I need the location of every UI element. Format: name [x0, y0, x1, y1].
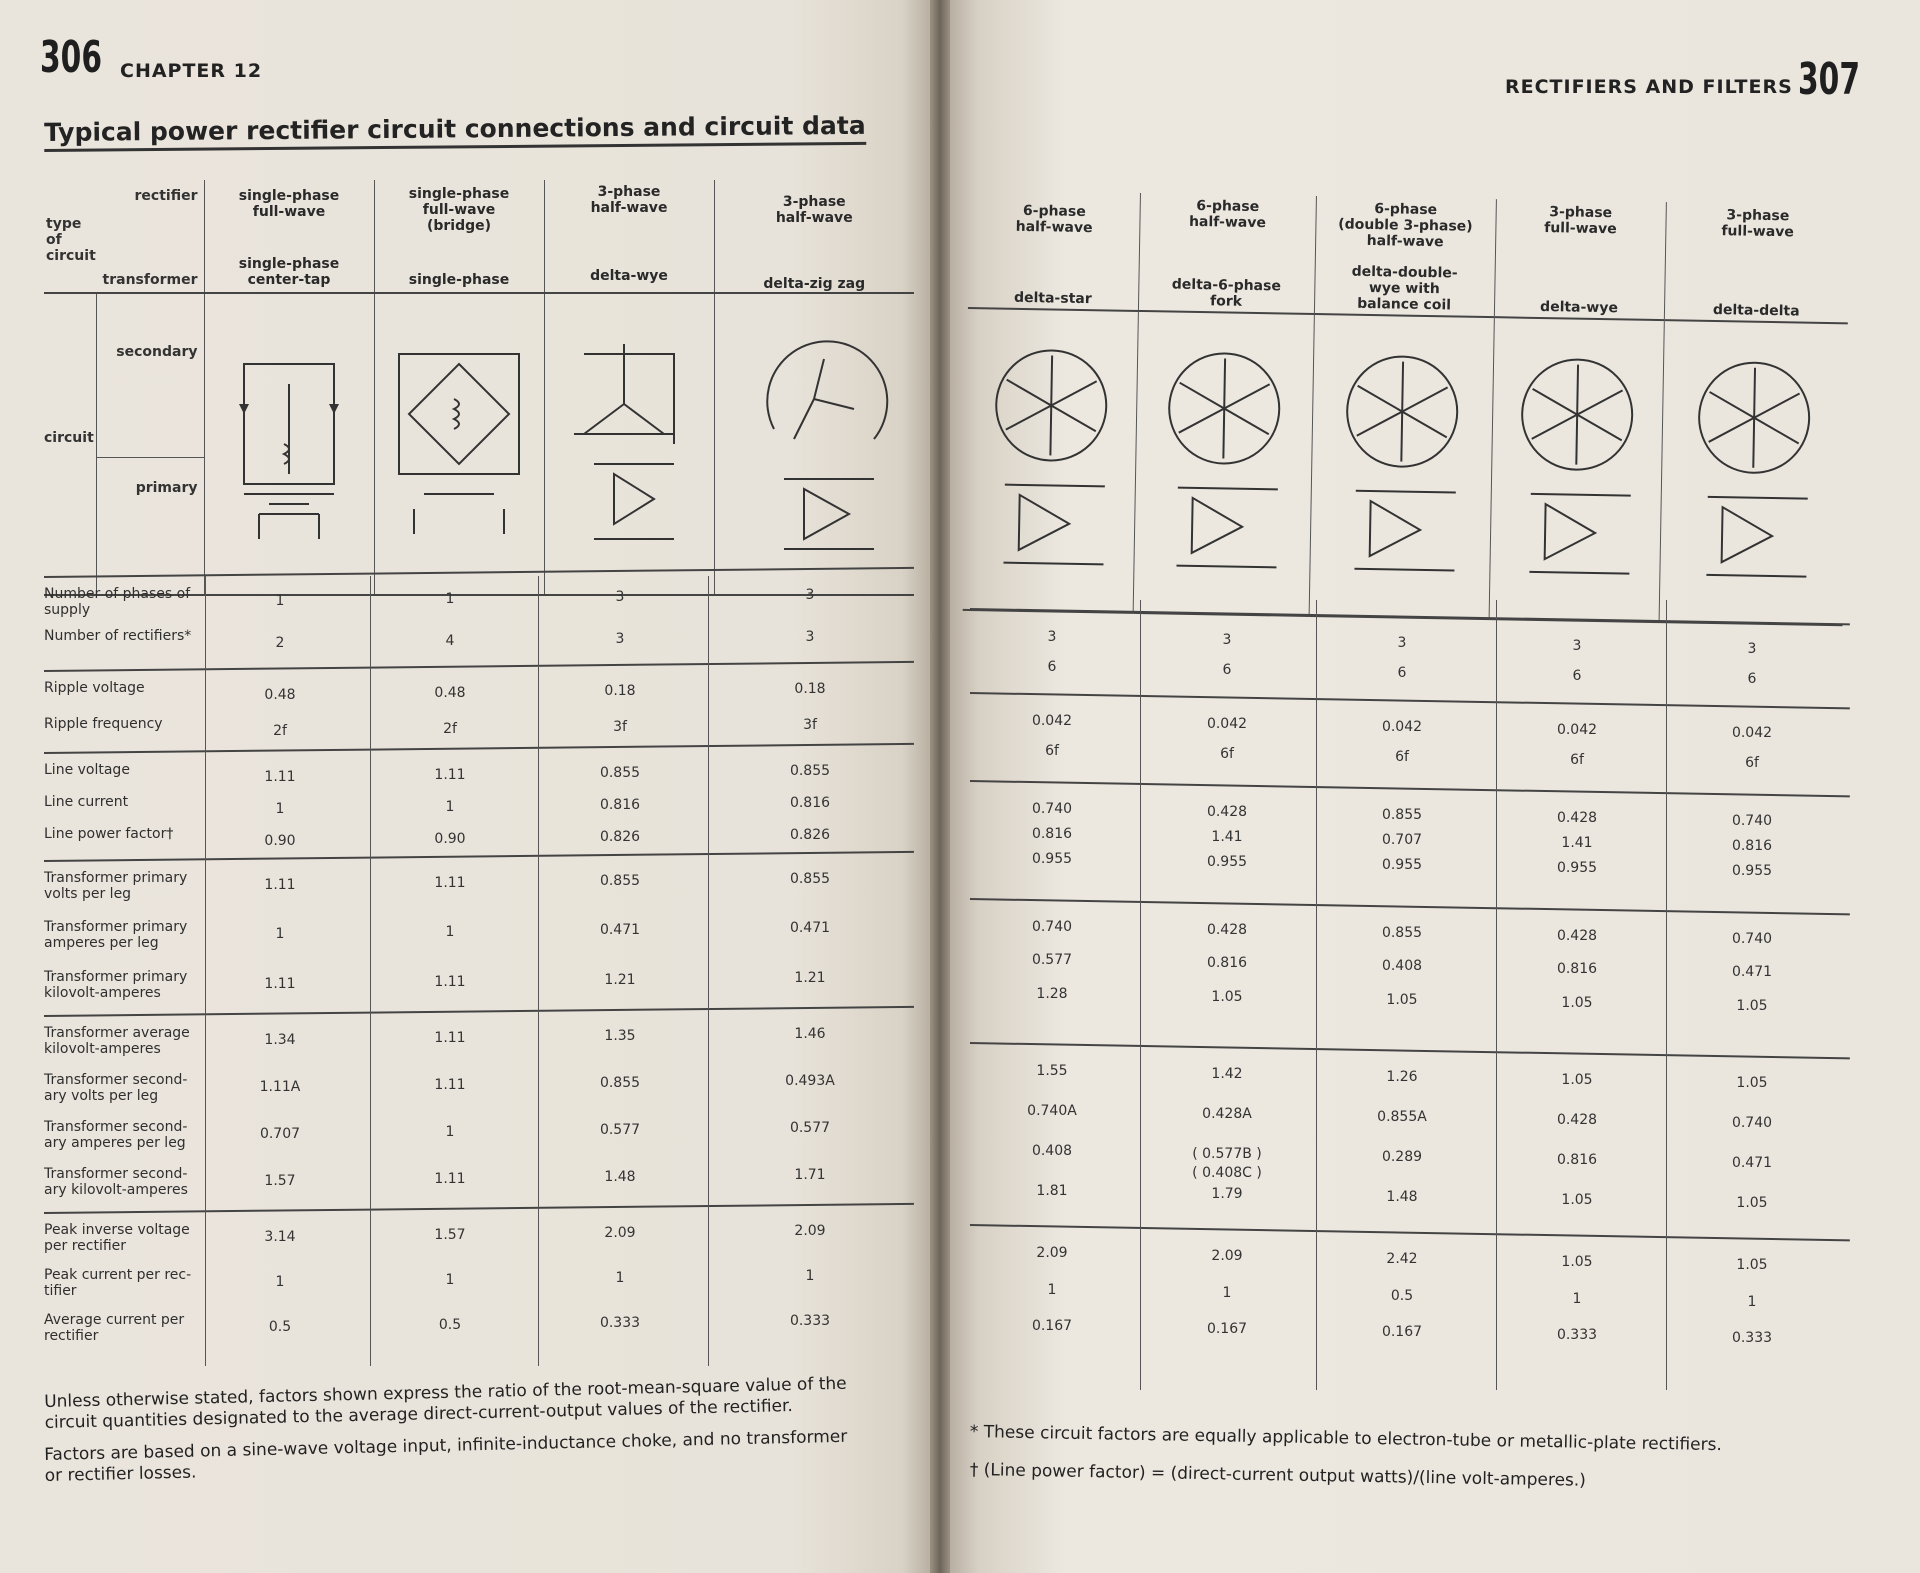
- cell-value: 1.11: [434, 973, 466, 990]
- cell-value: 1: [1572, 1290, 1582, 1307]
- row-group-divider: [970, 780, 1850, 797]
- cell-value: 1.55: [1036, 1063, 1068, 1079]
- cell-value: 1.05: [1386, 991, 1418, 1008]
- cell-value: 2.09: [604, 1225, 636, 1241]
- cell-value: 1.21: [794, 969, 826, 986]
- right-header-row: [968, 190, 1850, 323]
- cell-value: 0.707: [259, 1126, 301, 1142]
- circuit-diagram: [1681, 347, 1825, 599]
- cell-value: 1: [275, 801, 285, 817]
- circuit-diagram-cell: [1659, 320, 1848, 625]
- cell-value: 1: [445, 924, 455, 941]
- page-number-left: 306: [40, 32, 102, 83]
- circuit-diagram-cell: [714, 293, 914, 595]
- right-circuit-row: [963, 308, 1848, 625]
- rectifier-type: 3-phase half-wave: [590, 184, 668, 216]
- cell-value: 0.471: [1731, 964, 1773, 981]
- cell-value: 3f: [613, 719, 627, 735]
- cell-value: 1.57: [434, 1227, 466, 1243]
- cell-value: 0.167: [1381, 1324, 1423, 1341]
- cell-value: 0.408: [1381, 958, 1423, 975]
- left-data-table: [44, 180, 914, 596]
- cell-value: 0.90: [434, 831, 466, 847]
- cell-value: 1.79: [1211, 1186, 1243, 1202]
- cell-value: 3f: [803, 717, 817, 733]
- cell-value: 0.955: [1556, 860, 1598, 876]
- cell-value: 3: [805, 629, 815, 645]
- cell-value: 1: [275, 593, 285, 609]
- cell-value: 1.81: [1036, 1183, 1068, 1199]
- cell-value: 1.46: [794, 1026, 826, 1042]
- divider: [96, 294, 97, 594]
- left-page: [0, 0, 930, 1573]
- circuit-diagram-cell: [374, 293, 544, 595]
- cell-value: 6f: [1395, 749, 1409, 765]
- cell-value: 0.428A: [1202, 1106, 1252, 1122]
- row-label: Peak inverse voltage per rectifier: [44, 1222, 190, 1254]
- cell-value: 2: [275, 635, 285, 651]
- cell-value: 1.05: [1736, 997, 1768, 1014]
- column-header: [1138, 193, 1316, 314]
- cell-value: 1.05: [1561, 1072, 1593, 1088]
- row-label: Line power factor†: [44, 826, 174, 842]
- cell-value: 0.855: [599, 765, 641, 781]
- cell-value: 0.5: [268, 1319, 292, 1335]
- cell-value: 0.740A: [1027, 1103, 1077, 1119]
- page-number-right: 307: [1798, 54, 1860, 105]
- row-group-divider: [970, 1042, 1850, 1059]
- cell-value: 0.18: [604, 683, 636, 699]
- cell-value: 3: [1222, 632, 1232, 648]
- cell-value: 0.577: [1031, 952, 1073, 969]
- cell-value: 0.855: [599, 873, 641, 889]
- cell-value: 0.740: [1731, 1115, 1773, 1131]
- cell-value: 0.955: [1381, 857, 1423, 873]
- cell-value: 1: [445, 1124, 455, 1140]
- cell-value: 0.816: [1031, 826, 1073, 842]
- circuit-label-cell: [44, 293, 204, 595]
- transformer-type: single-phase: [408, 272, 510, 288]
- row-label: Transformer second-ary kilovolt-amperes: [44, 1166, 188, 1198]
- circuit-diagram: [1329, 340, 1473, 592]
- cell-value: 0.855: [789, 763, 831, 779]
- cell-value: 0.042: [1206, 716, 1248, 732]
- cell-value: 0.48: [264, 687, 296, 703]
- cell-value: 0.707: [1381, 832, 1423, 848]
- cell-value: 0.740: [1731, 813, 1773, 829]
- cell-value: 2.09: [794, 1223, 826, 1239]
- column-divider: [370, 576, 371, 1366]
- circuit-diagram: [978, 334, 1122, 586]
- bridge-circuit-diagram: [394, 344, 524, 544]
- cell-value: 0.816: [789, 795, 831, 811]
- cell-value: 0.816: [1731, 838, 1773, 854]
- cell-value: 0.855: [1381, 925, 1423, 941]
- section-title: Typical power rectifier circuit connections and circuit data: [44, 111, 866, 152]
- row-label: Transformer primary volts per leg: [44, 870, 188, 902]
- rectifier-type: 6-phase half-wave: [1015, 202, 1093, 237]
- cell-value: 0.167: [1206, 1321, 1248, 1338]
- cell-value: 1.41: [1561, 835, 1593, 851]
- cell-value: 1: [1222, 1284, 1232, 1301]
- row-group-divider: [44, 743, 914, 754]
- row-label: Line current: [44, 794, 129, 810]
- column-divider: [1666, 600, 1667, 1390]
- cell-value: 3.14: [264, 1229, 296, 1245]
- cell-value: 0.493A: [785, 1073, 835, 1089]
- cell-value: 1.71: [794, 1167, 826, 1183]
- column-divider: [708, 576, 709, 1366]
- cell-value: 1.21: [604, 971, 636, 988]
- cell-value: 1.41: [1211, 829, 1243, 845]
- cell-value: 2f: [443, 721, 457, 737]
- cell-value: 0.428: [1556, 810, 1598, 826]
- rectifier-type: 3-phase half-wave: [775, 194, 853, 226]
- column-divider: [538, 576, 539, 1366]
- cell-value: 0.471: [1731, 1155, 1773, 1171]
- transformer-type: delta-double- wye with balance coil: [1351, 263, 1458, 314]
- cell-value: 3: [1572, 638, 1582, 654]
- cell-value: 0.577: [599, 1122, 641, 1138]
- row-group-divider: [970, 898, 1850, 915]
- row-label: Ripple voltage: [44, 680, 145, 696]
- cell-value: 3: [615, 631, 625, 647]
- cell-value: 1: [1747, 1293, 1757, 1310]
- cell-value: 0.816: [1556, 961, 1598, 978]
- cell-value: 6f: [1220, 746, 1234, 762]
- cell-value: 0.577: [789, 1120, 831, 1136]
- cell-value: 0.5: [438, 1317, 462, 1333]
- cell-value: 0.042: [1731, 725, 1773, 741]
- secondary-label: secondary: [116, 344, 198, 360]
- row-group-divider: [44, 1203, 914, 1214]
- cell-value: 1.48: [604, 1169, 636, 1185]
- cell-value: 1: [275, 926, 285, 943]
- column-divider: [1496, 600, 1497, 1390]
- cell-value: 0.428: [1206, 922, 1248, 938]
- cell-value: 1: [805, 1268, 815, 1284]
- cell-value: 0.289: [1381, 1149, 1423, 1165]
- cell-value: 0.042: [1031, 713, 1073, 729]
- cell-value: 0.471: [789, 920, 831, 937]
- cell-value: 1: [1047, 1281, 1057, 1298]
- cell-value: 0.428: [1206, 804, 1248, 820]
- rectifier-type: 3-phase full-wave: [1721, 207, 1795, 241]
- cell-value: 1.05: [1736, 1075, 1768, 1091]
- circuit-diagram-cell: [544, 293, 714, 595]
- cell-value: 6: [1747, 671, 1757, 687]
- cell-value: 1: [445, 591, 455, 607]
- column-header: [374, 180, 544, 293]
- footnote-star: * These circuit factors are equally applicable to electron-tube or metallic-plate rectifiers.: [969, 1422, 1723, 1456]
- type-of-circuit-label: type of circuit: [46, 216, 96, 264]
- cell-value: 1.28: [1036, 985, 1068, 1002]
- row-label: Number of rectifiers*: [44, 628, 192, 644]
- row-label: Transformer primary amperes per leg: [44, 919, 188, 952]
- row-label: Transformer second-ary amperes per leg: [44, 1119, 188, 1151]
- chapter-heading: CHAPTER 12: [120, 60, 263, 82]
- cell-value: 0.816: [599, 797, 641, 813]
- transformer-type: delta-star: [1013, 289, 1092, 308]
- cell-value: 0.48: [434, 685, 466, 701]
- row-group-divider: [970, 692, 1850, 709]
- footnote-dagger: † (Line power factor) = (direct-current output watts)/(line volt-amperes.): [969, 1460, 1587, 1491]
- cell-value: 0.18: [794, 681, 826, 697]
- circuit-diagram: [1151, 337, 1295, 589]
- cell-value: 0.855: [599, 1075, 641, 1091]
- cell-value: 1.05: [1211, 988, 1243, 1005]
- cell-value: 2.09: [1211, 1248, 1243, 1264]
- cell-value: 0.816: [1556, 1152, 1598, 1168]
- cell-value: 1.26: [1386, 1069, 1418, 1085]
- footnote-assumptions: Factors are based on a sine-wave voltage input, infinite-inductance choke, and no transformer or rectifier losses.: [44, 1426, 848, 1486]
- transformer-label: transformer: [102, 272, 198, 288]
- cell-value: 1.11A: [259, 1079, 301, 1095]
- row-label: Peak current per rec-tifier: [44, 1267, 192, 1299]
- transformer-type: delta-wye: [1539, 298, 1619, 317]
- cell-value: 0.333: [1556, 1327, 1598, 1344]
- cell-value: 0.955: [1731, 863, 1773, 879]
- rectifier-type: 6-phase (double 3-phase) half-wave: [1338, 201, 1473, 251]
- cell-value: 6f: [1570, 752, 1584, 768]
- column-header: [1314, 196, 1496, 317]
- cell-value: 3: [1047, 629, 1057, 645]
- cell-value: 1: [615, 1270, 625, 1286]
- column-header: [1664, 202, 1850, 323]
- cell-value: 3: [805, 587, 815, 603]
- cell-value: 0.826: [789, 827, 831, 843]
- cell-value: 6f: [1745, 755, 1759, 771]
- column-header: [968, 190, 1140, 311]
- row-label: Transformer average kilovolt-amperes: [44, 1025, 190, 1057]
- cell-value: 0.5: [1390, 1287, 1414, 1304]
- transformer-type: delta-wye: [590, 268, 668, 284]
- circuit-diagram-cell: [1489, 317, 1664, 622]
- cell-value: 1.11: [434, 1030, 466, 1046]
- cell-value: 0.408: [1031, 1143, 1073, 1159]
- cell-value: 0.333: [599, 1315, 641, 1331]
- row-group-divider: [44, 851, 914, 862]
- rectifier-type: single-phase full-wave (bridge): [408, 186, 510, 234]
- cell-value: 0.855: [1381, 807, 1423, 823]
- transformer-type: delta-delta: [1712, 301, 1800, 320]
- circuit-label: circuit: [44, 430, 94, 446]
- cell-value: 0.428: [1556, 928, 1598, 944]
- cell-value: 0.428: [1556, 1112, 1598, 1128]
- column-header: [544, 180, 714, 293]
- right-page: [950, 0, 1920, 1573]
- cell-value: 2.42: [1386, 1251, 1418, 1267]
- column-divider: [205, 576, 206, 1366]
- circuit-diagram-cell: [204, 293, 374, 595]
- cell-value: 0.955: [1206, 854, 1248, 870]
- cell-value: 2.09: [1036, 1245, 1068, 1261]
- delta-zigzag-circuit-diagram: [734, 319, 894, 569]
- circuit-diagram-cell: [963, 308, 1138, 613]
- cell-value: 1.34: [264, 1032, 296, 1048]
- cell-value: 0.740: [1031, 919, 1073, 935]
- transformer-type: single-phase center-tap: [238, 256, 340, 288]
- row-label: Transformer second-ary volts per leg: [44, 1072, 188, 1104]
- cell-value: 2f: [273, 723, 287, 739]
- cell-value: 1.11: [264, 975, 296, 992]
- right-data-table: [963, 190, 1850, 626]
- cell-value: 1: [275, 1274, 285, 1290]
- cell-value: 0.167: [1031, 1318, 1073, 1335]
- cell-value: 1.11: [264, 877, 296, 893]
- cell-value: 1.57: [264, 1173, 296, 1189]
- cell-value: 3: [1747, 641, 1757, 657]
- cell-value: 1.05: [1561, 1254, 1593, 1270]
- cell-value: 1.05: [1561, 994, 1593, 1011]
- row-group-divider: [44, 1006, 914, 1017]
- cell-value: 0.333: [789, 1313, 831, 1329]
- center-tap-circuit-diagram: [229, 344, 349, 544]
- cell-value: 6: [1047, 659, 1057, 675]
- row-label: Ripple frequency: [44, 716, 163, 732]
- column-header: [1494, 199, 1666, 320]
- cell-value: 0.740: [1731, 931, 1773, 947]
- cell-value: 1.11: [434, 1171, 466, 1187]
- row-label: Average current per rectifier: [44, 1312, 185, 1344]
- footnote-ratio: Unless otherwise stated, factors shown express the ratio of the root-mean-square value of the circuit quantities designated to the average direct-current-output values of the rectifier.: [44, 1373, 847, 1433]
- transformer-type: delta-zig zag: [763, 276, 866, 292]
- cell-value: 3: [615, 589, 625, 605]
- rectifier-type: single-phase full-wave: [238, 188, 340, 220]
- cell-value: 1.35: [604, 1028, 636, 1044]
- row-label: Line voltage: [44, 762, 130, 778]
- cell-value: 1.11: [434, 875, 466, 891]
- cell-value: 0.042: [1556, 722, 1598, 738]
- cell-value: 6: [1222, 662, 1232, 678]
- cell-value: 0.90: [264, 833, 296, 849]
- cell-value: 0.471: [599, 922, 641, 939]
- primary-label: primary: [135, 480, 198, 496]
- cell-value: 0.740: [1031, 801, 1073, 817]
- cell-value: 1.48: [1386, 1189, 1418, 1205]
- cell-value: 1.05: [1561, 1192, 1593, 1208]
- column-header: [204, 180, 374, 293]
- column-divider: [1140, 600, 1141, 1390]
- cell-value: 6f: [1045, 743, 1059, 759]
- cell-value: 0.955: [1031, 851, 1073, 867]
- cell-value: 0.333: [1731, 1330, 1773, 1347]
- cell-value: 0.826: [599, 829, 641, 845]
- column-header: [714, 180, 914, 293]
- delta-wye-circuit-diagram: [564, 324, 694, 564]
- transformer-type: delta-6-phase fork: [1171, 276, 1282, 310]
- cell-value: 1.11: [264, 769, 296, 785]
- cell-value: 1.05: [1736, 1195, 1768, 1211]
- rectifier-type: 3-phase full-wave: [1544, 204, 1617, 238]
- cell-value: 6: [1397, 665, 1407, 681]
- cell-value: 6: [1572, 668, 1582, 684]
- book-gutter: [930, 0, 950, 1573]
- cell-value: 0.855: [789, 871, 831, 887]
- cell-value: 0.855A: [1377, 1109, 1427, 1125]
- column-divider: [1316, 600, 1317, 1390]
- divider: [96, 457, 204, 458]
- cell-value: 1.11: [434, 767, 466, 783]
- cell-value: 1: [445, 799, 455, 815]
- cell-value: 3: [1397, 635, 1407, 651]
- row-group-divider: [44, 661, 914, 672]
- cell-value: 1.11: [434, 1077, 466, 1093]
- cell-value: ( 0.577B ) ( 0.408C ): [1192, 1146, 1262, 1181]
- row-group-divider: [970, 1224, 1850, 1241]
- circuit-diagram-cell: [1309, 314, 1494, 619]
- row-label: Transformer primary kilovolt-amperes: [44, 968, 188, 1001]
- circuit-diagram: [1504, 343, 1648, 595]
- cell-value: 1.42: [1211, 1066, 1243, 1082]
- row-label: Number of phases of supply: [44, 586, 191, 618]
- cell-value: 1: [445, 1272, 455, 1288]
- circuit-diagram-cell: [1133, 311, 1314, 616]
- cell-value: 1.05: [1736, 1257, 1768, 1273]
- cell-value: 4: [445, 633, 455, 649]
- rectifier-label: rectifier: [134, 188, 198, 204]
- cell-value: 0.042: [1381, 719, 1423, 735]
- rectifier-type: 6-phase half-wave: [1188, 197, 1267, 232]
- header-corner: [44, 180, 204, 293]
- running-head: RECTIFIERS AND FILTERS: [1505, 76, 1793, 98]
- cell-value: 0.816: [1206, 955, 1248, 972]
